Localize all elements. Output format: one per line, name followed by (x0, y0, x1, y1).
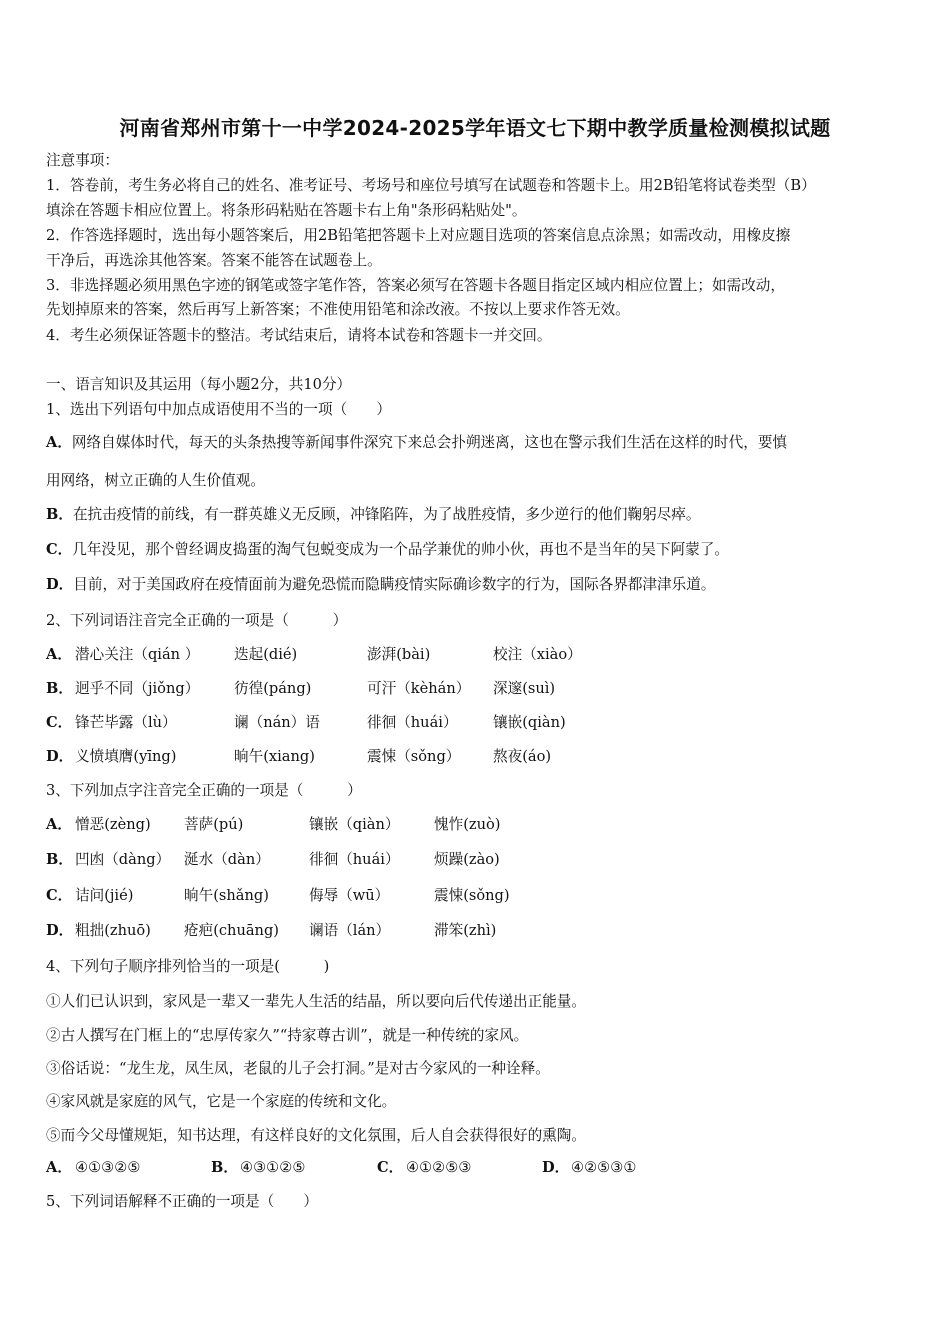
q2-item: 深邃(suì) (493, 680, 556, 697)
q2-item: 谰（nán）语 (234, 714, 320, 731)
q4-option-text: ④①②⑤③ (406, 1159, 472, 1176)
question-3-stem: 3、下列加点字注音完全正确的一项是（ ） (46, 782, 362, 799)
q4-option-label: A． (46, 1159, 72, 1176)
q2-item: 迥乎不同（jiǒng） (75, 680, 200, 697)
q2-item: 澎湃(bài) (367, 646, 431, 663)
notice-line: 4．考生必须保证答题卡的整洁。考试结束后，请将本试卷和答题卡一并交回。 (46, 327, 552, 344)
q3-item: 震悚(sǒng) (434, 887, 510, 904)
q3-row-label: D． (46, 922, 74, 939)
page-title: 河南省郑州市第十一中学2024-2025学年语文七下期中教学质量检测模拟试题 (119, 116, 831, 140)
section-heading: 一、语言知识及其运用（每小题2分，共10分） (46, 376, 352, 393)
q3-item: 憎恶(zèng) (75, 816, 151, 833)
question-1-option-c (46, 540, 729, 560)
option-text: 目前，对于美国政府在疫情面前为避免恐慌而隐瞒疫情实际确诊数字的行为，国际各界都津津乐道。 (73, 576, 716, 593)
q3-item: 烦躁(zào) (434, 851, 500, 868)
q2-item: 可汗（kèhán） (367, 680, 471, 697)
notice-heading: 注意事项： (46, 152, 119, 169)
option-label: C． (46, 541, 73, 558)
q2-item: 熬夜(áo) (493, 748, 552, 765)
q2-item: 锋芒毕露（lù） (75, 714, 177, 731)
q3-row-label: C． (46, 887, 73, 904)
question-1-option-a (46, 433, 787, 453)
q3-row-label: A． (46, 816, 72, 833)
question-1-option-a-cont: 用网络，树立正确的人生价值观。 (46, 472, 265, 489)
question-2-stem: 2、下列词语注音完全正确的一项是（ ） (46, 612, 348, 629)
q4-sentence: ③俗话说：“龙生龙，凤生凤，老鼠的儿子会打洞。”是对古今家风的一种诠释。 (46, 1060, 550, 1077)
q3-item: 镶嵌（qiàn） (309, 816, 400, 833)
q3-item: 涎水（dàn） (184, 851, 270, 868)
notice-line: 1．答卷前，考生务必将自己的姓名、准考证号、考场号和座位号填写在试题卷和答题卡上。用2B铅笔将试卷类型（B） (46, 177, 816, 194)
notice-line: 3．非选择题必须用黑色字迹的钢笔或签字笔作答，答案必须写在答题卡各题目指定区域内相应位置上；如需改动， (46, 277, 785, 294)
q4-option-label: C． (377, 1159, 404, 1176)
option-text: 几年没见，那个曾经调皮捣蛋的淘气包蜕变成为一个品学兼优的帅小伙，再也不是当年的吴下阿蒙了。 (72, 541, 729, 558)
q3-item: 粗拙(zhuō) (75, 922, 151, 939)
q4-option-text: ④③①②⑤ (240, 1159, 306, 1176)
question-5-stem: 5、下列词语解释不正确的一项是（ ） (46, 1193, 318, 1210)
q4-option-text: ④②⑤③① (571, 1159, 637, 1176)
q3-item: 晌午(shǎng) (184, 887, 269, 904)
q4-option-text: ④①③②⑤ (75, 1159, 141, 1176)
option-label: A． (46, 434, 72, 451)
q2-item: 迭起(dié) (234, 646, 298, 663)
q3-item: 诘问(jié) (75, 887, 134, 904)
q2-item: 潜心关注（qián ） (75, 646, 200, 663)
q2-item: 震悚（sǒng） (367, 748, 461, 765)
q2-item: 义愤填膺(yīng) (75, 748, 177, 765)
notice-line: 先划掉原来的答案，然后再写上新答案；不准使用铅笔和涂改液。不按以上要求作答无效。 (46, 301, 630, 318)
q3-item: 疮疤(chuāng) (184, 922, 279, 939)
question-1-option-d (46, 575, 715, 595)
q3-item: 凹凼（dàng） (75, 851, 171, 868)
q3-item: 徘徊（huái） (309, 851, 400, 868)
question-1-stem: 1、选出下列语句中加点成语使用不当的一项（ ） (46, 401, 391, 418)
q3-item: 菩萨(pú) (184, 816, 244, 833)
notice-line: 填涂在答题卡相应位置上。将条形码粘贴在答题卡右上角"条形码粘贴处"。 (46, 202, 527, 219)
q2-item: 徘徊（huái） (367, 714, 458, 731)
q3-item: 侮辱（wū） (309, 887, 390, 904)
q2-item: 彷徨(páng) (234, 680, 312, 697)
option-text: 网络自媒体时代，每天的头条热搜等新闻事件深究下来总会扑朔迷离，这也在警示我们生活在这样的时代，要慎 (71, 434, 788, 451)
q4-option-label: D． (542, 1159, 570, 1176)
q4-sentence: ②古人撰写在门框上的“忠厚传家久”“持家尊古训”，就是一种传统的家风。 (46, 1027, 529, 1044)
q4-sentence: ⑤而今父母懂规矩，知书达理，有这样良好的文化氛围，后人自会获得很好的熏陶。 (46, 1127, 586, 1144)
q2-row-label: D． (46, 748, 74, 765)
q2-row-label: C． (46, 714, 73, 731)
q4-option-label: B． (211, 1159, 238, 1176)
option-label: B． (46, 506, 73, 523)
option-text: 在抗击疫情的前线，有一群英雄义无反顾，冲锋陷阵，为了战胜疫情，多少逆行的他们鞠躬尽瘁。 (72, 506, 701, 523)
q4-sentence: ①人们已认识到，家风是一辈又一辈先人生活的结晶，所以要向后代传递出正能量。 (46, 993, 586, 1010)
question-1-option-b (46, 505, 700, 525)
q3-item: 滞笨(zhì) (434, 922, 497, 939)
q2-row-label: B． (46, 680, 73, 697)
q4-sentence: ④家风就是家庭的风气，它是一个家庭的传统和文化。 (46, 1093, 397, 1110)
q2-row-label: A． (46, 646, 72, 663)
question-4-stem: 4、下列句子顺序排列恰当的一项是( ) (46, 958, 330, 975)
notice-line: 2．作答选择题时，选出每小题答案后，用2B铅笔把答题卡上对应题目选项的答案信息点涂黑；如需改动，用橡皮擦 (46, 227, 791, 244)
q3-item: 谰语（lán） (309, 922, 391, 939)
q3-row-label: B． (46, 851, 73, 868)
q2-item: 校注（xiào） (493, 646, 582, 663)
q2-item: 镶嵌(qiàn) (493, 714, 566, 731)
notice-line: 干净后，再选涂其他答案。答案不能答在试题卷上。 (46, 252, 382, 269)
option-label: D． (46, 576, 74, 593)
q2-item: 晌午(xiang) (234, 748, 315, 765)
q3-item: 愧怍(zuò) (434, 816, 501, 833)
